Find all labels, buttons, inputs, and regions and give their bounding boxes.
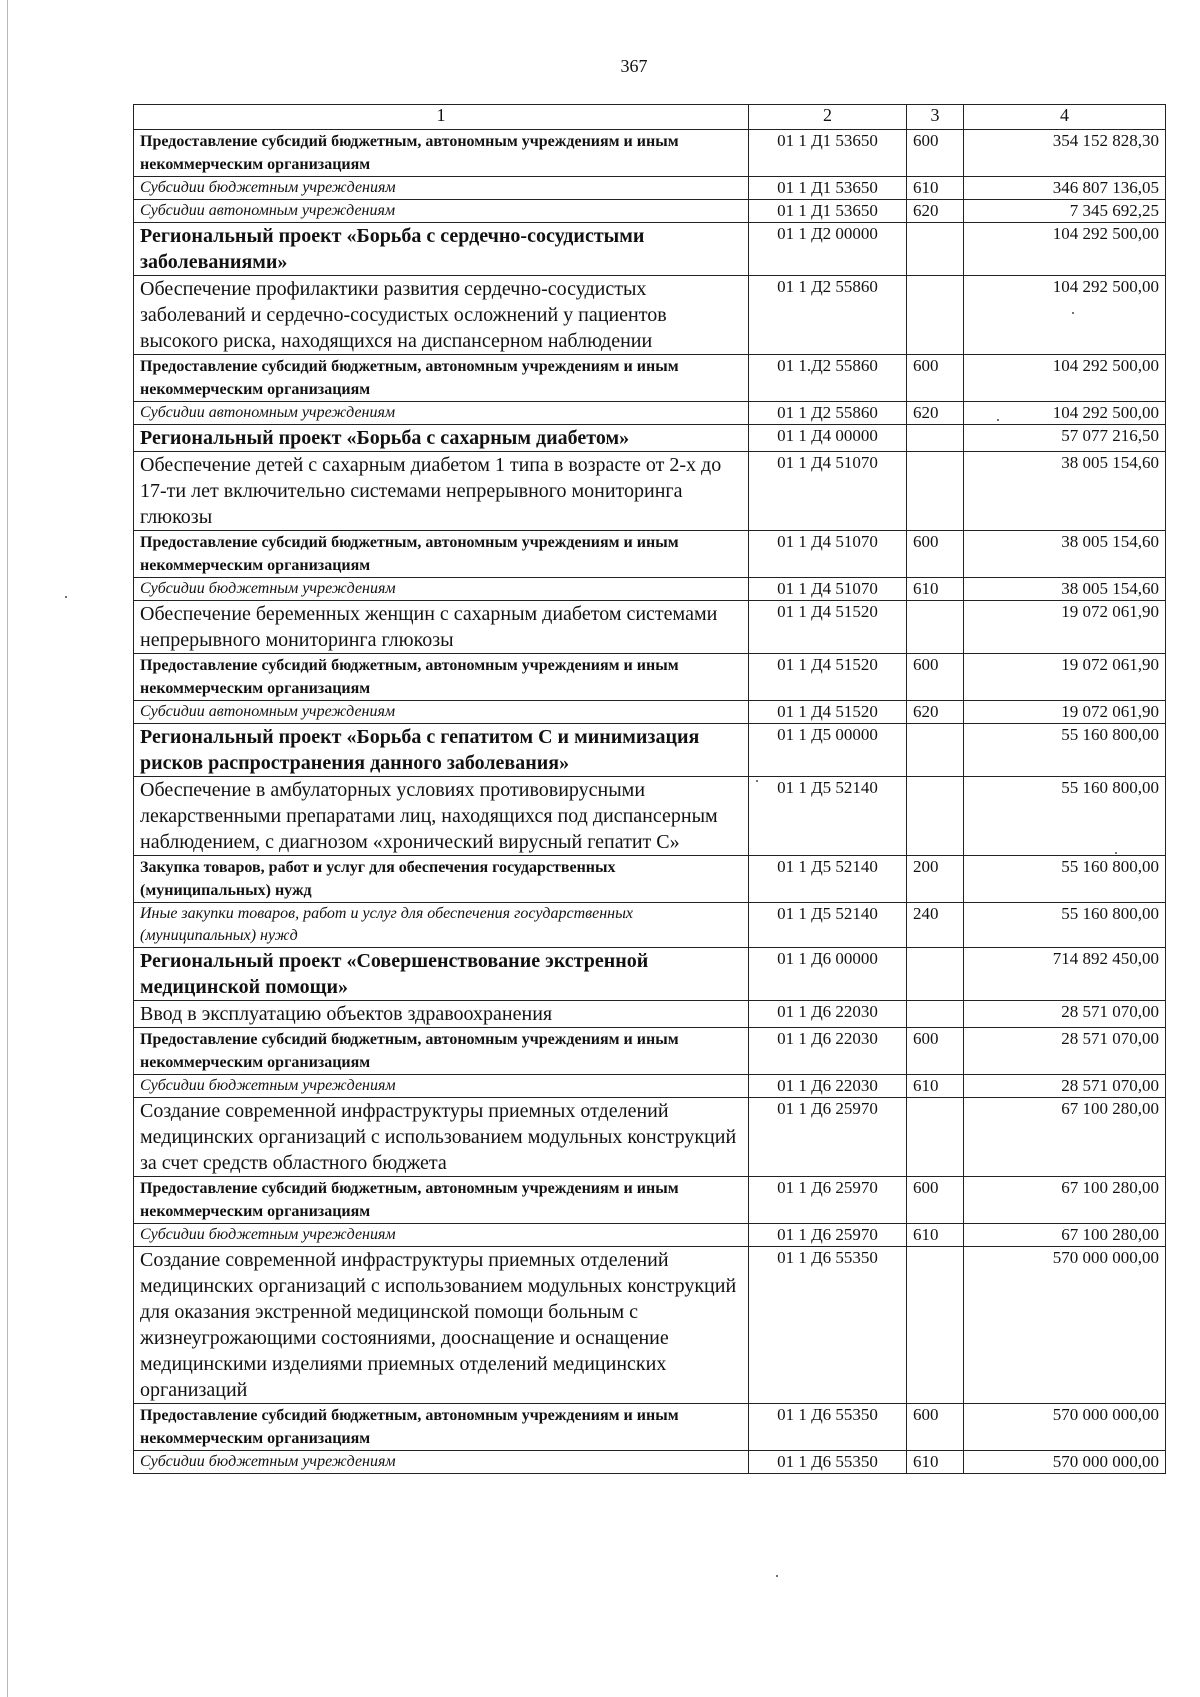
- table-row: [134, 177, 1166, 200]
- header-col-1: 1: [134, 105, 749, 130]
- row-kind-cell: [907, 948, 964, 1001]
- table-row: [134, 200, 1166, 223]
- row-kind-cell: 620: [907, 701, 964, 724]
- row-amount-cell: 55 160 800,00: [964, 903, 1166, 948]
- row-name-cell: Предоставление субсидий бюджетным, автономным учреждениям и иным некоммерческим организациям: [134, 1404, 749, 1451]
- row-name-cell: Предоставление субсидий бюджетным, автономным учреждениям и иным некоммерческим организациям: [134, 1028, 749, 1075]
- row-kind-cell: 600: [907, 654, 964, 701]
- row-amount-cell: 67 100 280,00: [964, 1224, 1166, 1247]
- row-kind-cell: [907, 425, 964, 452]
- row-amount-cell: 19 072 061,90: [964, 701, 1166, 724]
- table-row: [134, 130, 1166, 177]
- row-kind-cell: [907, 276, 964, 355]
- row-amount-cell: 570 000 000,00: [964, 1404, 1166, 1451]
- row-amount-cell: 55 160 800,00: [964, 856, 1166, 903]
- table-row: [134, 1177, 1166, 1224]
- row-amount-cell: 714 892 450,00: [964, 948, 1166, 1001]
- row-kind-cell: [907, 1098, 964, 1177]
- header-col-2: 2: [749, 105, 907, 130]
- row-code-cell: 01 1 Д4 51070: [749, 452, 907, 531]
- row-code-cell: 01 1 Д5 00000: [749, 724, 907, 777]
- table-body: [134, 130, 1166, 1474]
- row-code-cell: 01 1 Д6 22030: [749, 1001, 907, 1028]
- row-code-cell: 01 1 Д6 00000: [749, 948, 907, 1001]
- header-col-4: 4: [964, 105, 1166, 130]
- row-amount-cell: 28 571 070,00: [964, 1001, 1166, 1028]
- row-amount-cell: 57 077 216,50: [964, 425, 1166, 452]
- table-row: [134, 601, 1166, 654]
- row-name-cell: Обеспечение профилактики развития сердечно-сосудистых заболеваний и сердечно-сосудистых осложнений у пациентов высокого риска, находящихся на диспансерном наблюдении: [134, 276, 749, 355]
- table-row: [134, 777, 1166, 856]
- row-name-cell: Обеспечение в амбулаторных условиях противовирусными лекарственными препаратами лиц, находящихся под диспансерным наблюдением, с диагнозом «хронический вирусный гепатит С»: [134, 777, 749, 856]
- row-kind-cell: [907, 1001, 964, 1028]
- row-amount-cell: 28 571 070,00: [964, 1028, 1166, 1075]
- table-row: [134, 903, 1166, 948]
- row-code-cell: 01 1 Д4 00000: [749, 425, 907, 452]
- row-name-cell: Региональный проект «Борьба с сахарным диабетом»: [134, 425, 749, 452]
- row-kind-cell: [907, 452, 964, 531]
- row-code-cell: 01 1 Д5 52140: [749, 777, 907, 856]
- scan-speck: [1072, 312, 1074, 314]
- row-code-cell: 01 1 Д1 53650: [749, 130, 907, 177]
- row-code-cell: 01 1 Д5 52140: [749, 903, 907, 948]
- row-amount-cell: 55 160 800,00: [964, 724, 1166, 777]
- row-name-cell: Создание современной инфраструктуры приемных отделений медицинских организаций с использованием модульных конструкций для оказания экстренной медицинской помощи больным с жизнеугрожающими состояниями, дооснащение и оснащение медицинскими изделиями приемных отделений медицинских организаций: [134, 1247, 749, 1404]
- row-kind-cell: 600: [907, 130, 964, 177]
- row-name-cell: Предоставление субсидий бюджетным, автономным учреждениям и иным некоммерческим организациям: [134, 355, 749, 402]
- row-kind-cell: 610: [907, 1451, 964, 1474]
- row-code-cell: 01 1 Д6 55350: [749, 1451, 907, 1474]
- row-amount-cell: 570 000 000,00: [964, 1247, 1166, 1404]
- row-code-cell: 01 1 Д6 22030: [749, 1028, 907, 1075]
- row-code-cell: 01 1 Д1 53650: [749, 177, 907, 200]
- row-name-cell: Предоставление субсидий бюджетным, автономным учреждениям и иным некоммерческим организациям: [134, 1177, 749, 1224]
- row-amount-cell: 346 807 136,05: [964, 177, 1166, 200]
- row-amount-cell: 104 292 500,00: [964, 276, 1166, 355]
- row-name-cell: Субсидии автономным учреждениям: [134, 701, 749, 724]
- row-amount-cell: 104 292 500,00: [964, 402, 1166, 425]
- row-name-cell: Региональный проект «Совершенствование экстренной медицинской помощи»: [134, 948, 749, 1001]
- row-amount-cell: 38 005 154,60: [964, 452, 1166, 531]
- table-row: [134, 355, 1166, 402]
- row-name-cell: Субсидии бюджетным учреждениям: [134, 1451, 749, 1474]
- table-row: [134, 531, 1166, 578]
- table-row: [134, 724, 1166, 777]
- row-name-cell: Предоставление субсидий бюджетным, автономным учреждениям и иным некоммерческим организациям: [134, 130, 749, 177]
- row-code-cell: 01 1 Д6 25970: [749, 1224, 907, 1247]
- row-code-cell: 01 1 Д2 00000: [749, 223, 907, 276]
- row-kind-cell: 620: [907, 200, 964, 223]
- row-amount-cell: 104 292 500,00: [964, 223, 1166, 276]
- row-name-cell: Закупка товаров, работ и услуг для обеспечения государственных (муниципальных) нужд: [134, 856, 749, 903]
- row-name-cell: Региональный проект «Борьба с сердечно-сосудистыми заболеваниями»: [134, 223, 749, 276]
- row-amount-cell: 19 072 061,90: [964, 654, 1166, 701]
- row-name-cell: Обеспечение беременных женщин с сахарным диабетом системами непрерывного мониторинга глюкозы: [134, 601, 749, 654]
- row-name-cell: Субсидии автономным учреждениям: [134, 402, 749, 425]
- row-kind-cell: [907, 1247, 964, 1404]
- row-name-cell: Ввод в эксплуатацию объектов здравоохранения: [134, 1001, 749, 1028]
- row-code-cell: 01 1 Д4 51520: [749, 654, 907, 701]
- table-row: [134, 223, 1166, 276]
- table-row: [134, 1404, 1166, 1451]
- scan-speck: [756, 780, 758, 782]
- row-amount-cell: 104 292 500,00: [964, 355, 1166, 402]
- row-amount-cell: 55 160 800,00: [964, 777, 1166, 856]
- row-name-cell: Создание современной инфраструктуры приемных отделений медицинских организаций с использованием модульных конструкций за счет средств областного бюджета: [134, 1098, 749, 1177]
- row-code-cell: 01 1 Д6 25970: [749, 1098, 907, 1177]
- header-row: [134, 105, 1166, 130]
- row-kind-cell: [907, 223, 964, 276]
- table-row: [134, 578, 1166, 601]
- row-code-cell: 01 1 Д5 52140: [749, 856, 907, 903]
- row-kind-cell: 240: [907, 903, 964, 948]
- header-col-3: 3: [907, 105, 964, 130]
- row-amount-cell: 28 571 070,00: [964, 1075, 1166, 1098]
- row-kind-cell: 620: [907, 402, 964, 425]
- scan-speck: [997, 419, 999, 421]
- row-kind-cell: 600: [907, 1177, 964, 1224]
- row-name-cell: Региональный проект «Борьба с гепатитом С и минимизация рисков распространения данного заболевания»: [134, 724, 749, 777]
- row-name-cell: Субсидии автономным учреждениям: [134, 200, 749, 223]
- row-kind-cell: [907, 724, 964, 777]
- row-kind-cell: 600: [907, 355, 964, 402]
- row-name-cell: Субсидии бюджетным учреждениям: [134, 1075, 749, 1098]
- row-code-cell: 01 1 Д6 22030: [749, 1075, 907, 1098]
- table-row: [134, 452, 1166, 531]
- row-code-cell: 01 1 Д4 51070: [749, 578, 907, 601]
- row-kind-cell: [907, 601, 964, 654]
- row-code-cell: 01 1 Д2 55860: [749, 276, 907, 355]
- table-row: [134, 1028, 1166, 1075]
- table-row: [134, 1247, 1166, 1404]
- table-row: [134, 425, 1166, 452]
- row-code-cell: 01 1 Д2 55860: [749, 402, 907, 425]
- row-kind-cell: 610: [907, 177, 964, 200]
- table-row: [134, 948, 1166, 1001]
- row-name-cell: Иные закупки товаров, работ и услуг для обеспечения государственных (муниципальных) нужд: [134, 903, 749, 948]
- row-kind-cell: 610: [907, 1075, 964, 1098]
- table-row: [134, 1001, 1166, 1028]
- table-row: [134, 1075, 1166, 1098]
- table-row: [134, 1098, 1166, 1177]
- table-row: [134, 1224, 1166, 1247]
- scan-edge-line: [7, 0, 8, 1697]
- row-name-cell: Предоставление субсидий бюджетным, автономным учреждениям и иным некоммерческим организациям: [134, 531, 749, 578]
- row-kind-cell: 610: [907, 1224, 964, 1247]
- row-name-cell: Субсидии бюджетным учреждениям: [134, 1224, 749, 1247]
- row-code-cell: 01 1 Д6 25970: [749, 1177, 907, 1224]
- row-amount-cell: 354 152 828,30: [964, 130, 1166, 177]
- budget-table: [133, 104, 1166, 1474]
- scan-speck: [776, 1575, 778, 1577]
- scan-speck: [1115, 852, 1117, 854]
- row-code-cell: 01 1 Д6 55350: [749, 1247, 907, 1404]
- row-amount-cell: 67 100 280,00: [964, 1177, 1166, 1224]
- row-code-cell: 01 1 Д4 51070: [749, 531, 907, 578]
- row-name-cell: Предоставление субсидий бюджетным, автономным учреждениям и иным некоммерческим организациям: [134, 654, 749, 701]
- row-kind-cell: 610: [907, 578, 964, 601]
- row-amount-cell: 38 005 154,60: [964, 578, 1166, 601]
- row-code-cell: 01 1 Д4 51520: [749, 701, 907, 724]
- row-code-cell: 01 1 Д6 55350: [749, 1404, 907, 1451]
- row-kind-cell: 200: [907, 856, 964, 903]
- row-name-cell: Субсидии бюджетным учреждениям: [134, 578, 749, 601]
- row-amount-cell: 7 345 692,25: [964, 200, 1166, 223]
- row-kind-cell: [907, 777, 964, 856]
- table-row: [134, 402, 1166, 425]
- table-row: [134, 856, 1166, 903]
- row-name-cell: Субсидии бюджетным учреждениям: [134, 177, 749, 200]
- row-amount-cell: 38 005 154,60: [964, 531, 1166, 578]
- table-row: [134, 701, 1166, 724]
- row-amount-cell: 19 072 061,90: [964, 601, 1166, 654]
- table-row: [134, 276, 1166, 355]
- row-code-cell: 01 1.Д2 55860: [749, 355, 907, 402]
- row-kind-cell: 600: [907, 1028, 964, 1075]
- row-name-cell: Обеспечение детей с сахарным диабетом 1 типа в возрасте от 2-х до 17-ти лет включительно системами непрерывного мониторинга глюкозы: [134, 452, 749, 531]
- row-amount-cell: 570 000 000,00: [964, 1451, 1166, 1474]
- page-number: 367: [620, 56, 648, 76]
- row-amount-cell: 67 100 280,00: [964, 1098, 1166, 1177]
- table-row: [134, 1451, 1166, 1474]
- row-code-cell: 01 1 Д4 51520: [749, 601, 907, 654]
- row-kind-cell: 600: [907, 531, 964, 578]
- row-code-cell: 01 1 Д1 53650: [749, 200, 907, 223]
- table-row: [134, 654, 1166, 701]
- row-kind-cell: 600: [907, 1404, 964, 1451]
- scan-speck: [65, 596, 67, 598]
